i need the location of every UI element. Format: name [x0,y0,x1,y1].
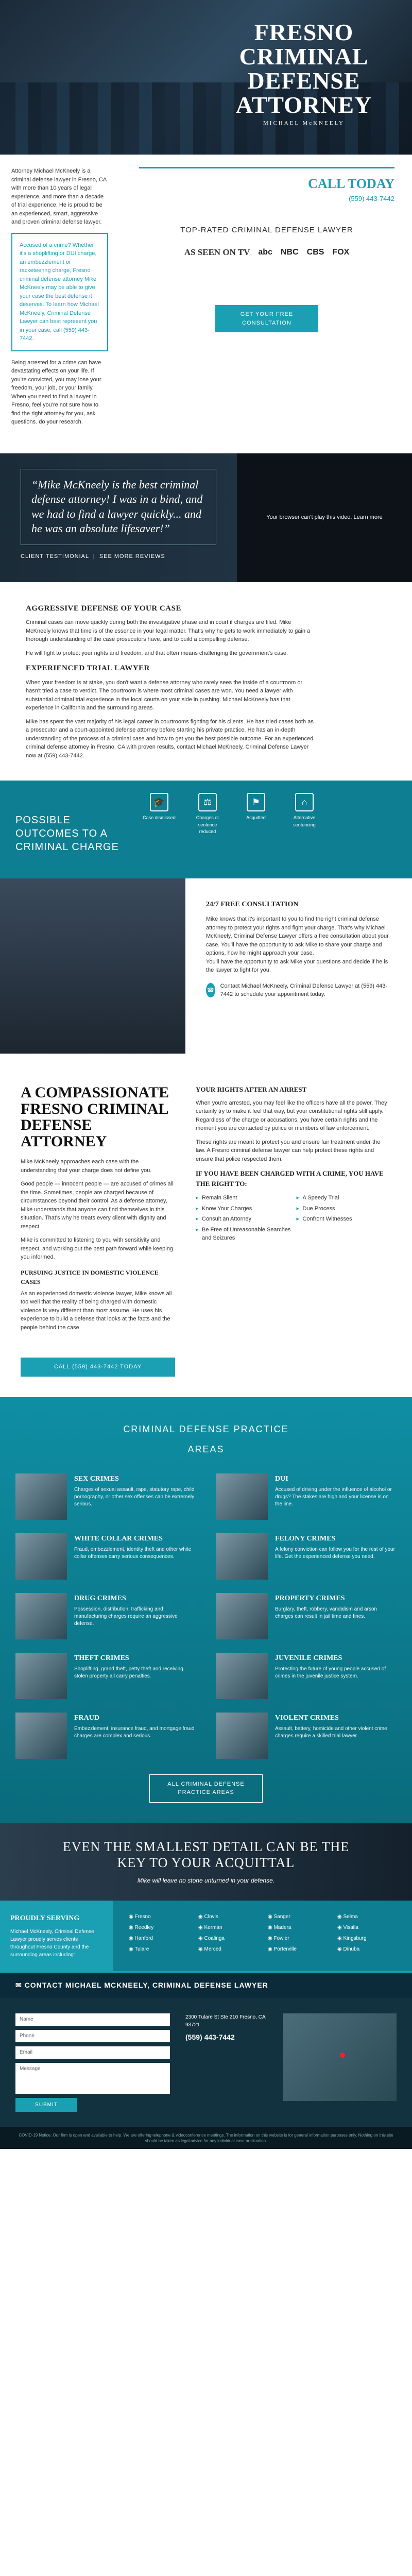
service-area-item: ◉ Madera [268,1924,327,1931]
testimonial-author: CLIENT TESTIMONIAL [21,553,89,560]
paragraph: You'll have the opportunity to ask Mike your questions and decide if he is the lawyer to fight for you. [206,958,388,973]
key-subtext: Mike will leave no stone unturned in your defense. [137,1876,275,1884]
compassionate-title: A COMPASSIONATE FRESNO CRIMINAL DEFENSE ATTORNEY [21,1084,169,1150]
service-area-list [113,1901,412,1971]
top-rated-block [139,225,394,259]
service-area-item: ◉ Fresno [129,1913,188,1921]
practice-area-image [216,1653,268,1699]
service-area-item: ◉ Clovis [198,1913,258,1921]
practice-area-title: DUI [275,1475,288,1483]
practice-area-image [15,1473,67,1520]
list-item: ▸ Know Your Charges [196,1205,291,1213]
as-seen-label: AS SEEN ON TV [184,247,250,257]
key-to-acquittal-band [0,1823,412,1901]
contact-section [0,1998,412,2127]
practice-area-title: FELONY CRIMES [275,1534,336,1543]
practice-area-card[interactable] [15,1713,196,1759]
serving-text: Michael McKneely, Criminal Defense Lawyer proudly serves clients throughout Fresno County and the surrounding areas including: [10,1928,94,1958]
service-area-item: ◉ Coalinga [198,1935,258,1942]
call-today-block[interactable] [139,167,394,204]
service-area-item: ◉ Porterville [268,1945,327,1953]
outcome-item [190,793,226,866]
logo-line: DEFENSE [247,67,360,94]
subheading: PURSUING JUSTICE IN DOMESTIC VIOLENCE CASES [21,1268,159,1285]
practice-area-card[interactable] [15,1653,196,1699]
practice-area-card[interactable] [15,1533,196,1580]
consultation-contact[interactable] [206,982,391,999]
hero-banner [0,0,412,155]
contact-phone[interactable]: (559) 443-7442 [185,2032,235,2041]
top-rated-title: TOP-RATED CRIMINAL DEFENSE LAWYER [180,225,353,234]
all-practice-areas-button[interactable]: ALL CRIMINAL DEFENSE PRACTICE AREAS [149,1774,263,1803]
service-area-item: ◉ Kingsburg [337,1935,397,1942]
practice-area-text: Burglary, theft, robbery, vandalism and arson charges can result in jail time and fines. [275,1606,377,1619]
outcome-label: Charges or sentence reduced [196,815,219,834]
outcomes-title: POSSIBLE OUTCOMES TO A CRIMINAL CHARGE [15,815,119,853]
firm-logo[interactable] [227,21,381,126]
video-fallback-text: Your browser can't play this video. Learn more [266,514,383,521]
practice-area-text: A felony conviction can follow you for the rest of your life. Get the experienced defense you need. [275,1546,395,1560]
submit-button[interactable]: SUBMIT [15,2098,77,2112]
practice-title-part: CRIMINAL DEFENSE PRACTICE [123,1423,289,1434]
email-field[interactable]: Email [15,2046,170,2059]
practice-area-text: Protecting the future of young people accused of crimes in the juvenile justice system. [275,1666,386,1679]
fox-logo: FOX [332,248,350,257]
testimonial-quote: “Mike McKneely is the best criminal defense attorney! I was in a bind, and we had to find a lawyer quickly... and he was an absolute lifesaver!” [21,469,216,545]
address-text: 2300 Tulare St Ste 210 Fresno, CA 93721 [185,2014,266,2028]
flag-icon: ⚑ [247,793,265,811]
practice-area-text: Possession, distribution, trafficking and manufacturing charges require an aggressive defense. [74,1606,178,1626]
outcome-item [238,793,274,866]
call-today-button[interactable]: CALL (559) 443-7442 TODAY [21,1358,175,1377]
practice-area-image [216,1533,268,1580]
abc-logo: abc [258,248,272,257]
consultation-contact-text: Contact Michael McKneely, Criminal Defense Lawyer at (559) 443-7442 to schedule your appointment today. [220,982,388,997]
list-item: ▸ Due Process [297,1205,392,1213]
paragraph: When you're arrested, you may feel like the officers have all the power. They certainly try to make it feel that way, but your constitutional rights still apply. Regardless of the charge or accusations, you have certain rights and the moment you are contacted by police or members of law enforcement. [196,1099,387,1131]
practice-area-title: JUVENILE CRIMES [275,1654,342,1662]
consultation-section [0,878,412,1054]
section-heading: EXPERIENCED TRIAL LAWYER [26,664,150,672]
practice-area-text: Fraud, embezzlement, identity theft and other white collar offenses carry serious consequences. [74,1546,192,1560]
service-area-item: ◉ Sanger [268,1913,327,1921]
rights-list-title: IF YOU HAVE BEEN CHARGED WITH A CRIME, YOU HAVE THE RIGHT TO: [196,1170,384,1188]
service-area-item: ◉ Tulare [129,1945,188,1953]
practice-area-text: Charges of sexual assault, rape, statutory rape, child pornography, or other sex offenses can be extremely serious. [74,1486,195,1507]
office-address [185,2013,268,2112]
name-field[interactable]: Name [15,2013,170,2026]
call-today-number[interactable]: (559) 443-7442 [349,195,394,202]
service-area-item: ◉ Kerman [198,1924,258,1931]
practice-area-text: Embezzlement, insurance fraud, and mortgage fraud charges are complex and serious. [74,1725,195,1739]
practice-area-card[interactable] [216,1533,397,1580]
practice-area-image [15,1533,67,1580]
testimonial-band: “Mike McKneely is the best criminal defense attorney! I was in a bind, and we had to find a lawyer quickly... and he was an absolute lifesaver!” CLIENT TESTIMONIAL | SEE MORE REVIEWS Your browser can't play this video. Learn more [0,453,412,582]
practice-area-title: FRAUD [74,1714,99,1722]
service-area-item: ◉ Fowler [268,1935,327,1942]
footer-notice [0,2127,412,2149]
phone-field[interactable]: Phone [15,2030,170,2042]
footer-text: COVID-19 Notice: Our firm is open and available to help. We are offering telephone & videoconference meetings. The information on this website is for general information purposes only. Nothing on this site should be taken as legal advice for any individual case or situation. [19,2132,393,2143]
practice-area-title: WHITE COLLAR CRIMES [74,1534,163,1543]
practice-area-text: Assault, battery, homicide and other violent crime charges require a skilled trial lawyer. [275,1725,387,1739]
service-area-item: ◉ Selma [337,1913,397,1921]
service-areas-section [0,1901,412,1971]
practice-area-text: Shoplifting, grand theft, petty theft and receiving stolen property all carry penalties. [74,1666,183,1679]
contact-form [15,2013,170,2112]
service-area-item: ◉ Reedley [129,1924,188,1931]
scales-icon: ⚖ [198,793,217,811]
practice-area-image [15,1593,67,1639]
contact-title: CONTACT MICHAEL MCKNEELY, CRIMINAL DEFENSE LAWYER [24,1980,268,1989]
service-area-item: ◉ Merced [198,1945,258,1953]
aggressive-defense-section [0,582,412,781]
practice-area-card[interactable] [216,1473,397,1520]
paragraph: When your freedom is at stake, you don't want a defense attorney who rarely sees the inside of a courtroom or hasn't tried a case to verdict. The courtroom is where most criminal cases are won. You need a lawyer with substantial criminal trial experience in the local courts on your side in pushing. Michael McKneely has that experience in California and the surrounding areas. [26,679,303,711]
outcome-label: Case dismissed [143,815,176,820]
practice-area-title: SEX CRIMES [74,1475,119,1483]
key-headline-line: KEY TO YOUR ACQUITTAL [117,1855,295,1870]
contact-bar [0,1971,412,1998]
service-area-item: ◉ Hanford [129,1935,188,1942]
practice-area-image [216,1713,268,1759]
logo-line: CRIMINAL [239,43,369,70]
practice-subtitle-part: AREAS [187,1444,225,1454]
section-heading: AGGRESSIVE DEFENSE OF YOUR CASE [26,604,181,613]
nbc-logo: NBC [280,248,299,257]
practice-area-title: DRUG CRIMES [74,1594,126,1602]
cbs-logo: CBS [306,248,324,257]
practice-area-image [216,1593,268,1639]
paragraph: As an experienced domestic violence lawyer, Mike knows all too well that the reality of being charged with domestic violence is very different than most assume. He uses his experience to build a defense that looks at the facts and the people behind the case. [21,1290,172,1331]
envelope-icon: ✉ [15,1980,22,1989]
practice-area-card[interactable] [216,1713,397,1759]
service-area-item: ◉ Dinuba [337,1945,397,1953]
practice-area-card[interactable] [15,1593,196,1639]
rights-title: YOUR RIGHTS AFTER AN ARREST [196,1086,307,1093]
logo-line: FRESNO [254,19,354,45]
free-consultation-button[interactable]: GET YOUR FREE CONSULTATION [215,305,318,332]
practice-area-text: Accused of driving under the influence of alcohol or drugs? The stakes are high and your license is on the line. [275,1486,392,1507]
paragraph: He will fight to protect your rights and freedom, and that often means challenging the government's case. [26,650,288,656]
paragraph: These rights are meant to protect you and ensure fair treatment under the law. A Fresno criminal defense lawyer can help protect these rights and ensure that police respected them. [196,1139,381,1162]
paragraph: Criminal cases can move quickly during both the investigative phase and in court if charges are filed. Mike McKneely knows that time is of the essence in your legal matter. That's why he gets to work immediately to gain a thorough understanding of the case prosecutors have, and to build a compelling defense. [26,619,311,642]
practice-area-image [216,1473,268,1520]
graduation-cap-icon: 🎓 [150,793,168,811]
attorney-photo [0,878,185,1054]
practice-area-card[interactable] [216,1653,397,1699]
outcome-label: Alternative sentencing [293,815,316,827]
outcome-label: Acquitted [246,815,266,820]
list-item: ▸ A Speedy Trial [297,1194,392,1202]
practice-area-card[interactable] [15,1473,196,1520]
practice-areas-section [0,1397,412,1823]
practice-area-image [15,1653,67,1699]
outcome-item [286,793,322,866]
list-item: ▸ Be Free of Unreasonable Searches and Seizures [196,1226,291,1243]
rights-list [196,1194,391,1243]
consultation-title: 24/7 FREE CONSULTATION [206,901,299,908]
see-more-reviews-link[interactable]: SEE MORE REVIEWS [99,553,165,560]
practice-area-title: VIOLENT CRIMES [275,1714,339,1722]
call-today-label: CALL TODAY [308,176,394,191]
as-seen-on-tv [139,246,394,259]
key-headline-line: EVEN THE SMALLEST DETAIL CAN BE THE [62,1839,350,1854]
intro-quote-box: Accused of a crime? Whether it's a shoplifting or DUI charge, an embezzlement or racketeering charge, Fresno criminal defense attorney Mike McKneely may be able to give your case the best defense it deserves. To learn how Michael McKneely, Criminal Defense Lawyer can best represent you in your case, call (559) 443-7442. [11,233,108,351]
practice-area-card[interactable] [216,1593,397,1639]
paragraph: Good people — innocent people — are accused of crimes all the time. Sometimes, people are charged because of circumstances beyond their control. As a defense attorney, Mike understands that anyone can find themselves in this situation. That's why he treats every client with dignity and respect. [21,1181,174,1230]
practice-area-title: PROPERTY CRIMES [275,1594,345,1602]
video-player[interactable] [237,453,412,582]
logo-line: ATTORNEY [235,91,372,118]
logo-subtitle: MICHAEL McKNEELY [263,120,345,126]
compassionate-section [0,1054,412,1358]
paragraph: Mike McKneely approaches each case with the understanding that your charge does not define you. [21,1159,152,1174]
list-item: ▸ Remain Silent [196,1194,291,1202]
service-area-item: ◉ Visalia [337,1924,397,1931]
phone-icon: ☎ [206,983,215,997]
possible-outcomes-band [0,781,412,878]
paragraph: Mike knows that it's important to you to find the right criminal defense attorney to protect your rights and fight your charge. That's why Michael McKneely, Criminal Defense Lawyer offers a free consultation about your case. You'll have the opportunity to ask Mike to share your charge and options, how he might approach your case. [206,916,389,956]
message-field[interactable]: Message [15,2063,170,2094]
office-map[interactable] [283,2013,397,2101]
house-icon: ⌂ [295,793,314,811]
intro-paragraph: Attorney Michael McKneely is a criminal defense lawyer in Fresno, CA with more than 10 years of legal experience, and more than a decade of trial experience. He is proud to be an experienced, smart, aggressive and proven criminal defense lawyer. [11,168,107,225]
practice-area-image [15,1713,67,1759]
intro-paragraph: Being arrested for a crime can have devastating effects on your life. If you're convicted, you may lose your freedom, your job, or your family. When you need to find a lawyer in Fresno, feel you're not sure how to find the right attorney for you, ask questions. do your research. [11,359,101,425]
intro-section [0,155,412,453]
paragraph: Mike has spent the vast majority of his legal career in courtrooms fighting for his clients. He has tried cases both as a prosecutor and a court-appointed defense attorney before starting his private practice. He has an in-depth understanding of the process of a criminal case and how to get you the best possible outcome. For an experienced criminal defense attorney in Fresno, CA with proven results, contact Michael McKneely, Criminal Defense Lawyer now at (559) 443-7442. [26,718,314,759]
practice-areas-title [0,1418,412,1458]
list-item: ▸ Confront Witnesses [297,1215,392,1224]
key-headline [0,1839,412,1871]
paragraph: Mike is committed to listening to you with sensitivity and respect, and working out the best path forward while keeping you informed. [21,1237,173,1260]
list-item: ▸ Consult an Attorney [196,1215,291,1224]
outcome-item [141,793,177,866]
practice-area-title: THEFT CRIMES [74,1654,129,1662]
serving-title: PROUDLY SERVING [10,1914,80,1922]
